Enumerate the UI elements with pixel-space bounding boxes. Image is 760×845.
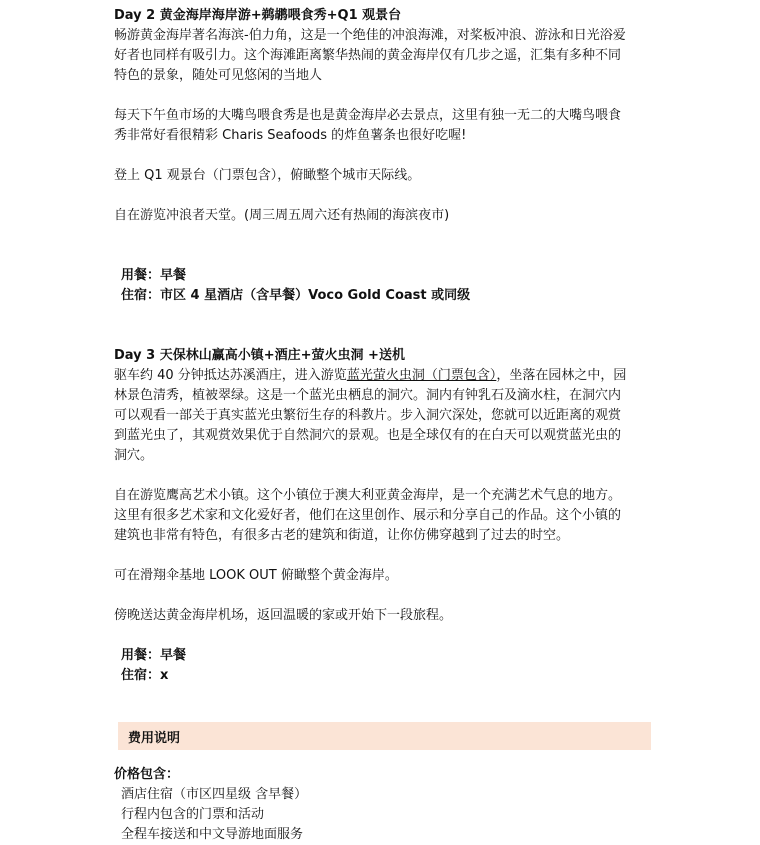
day3-title: Day 3 天保林山赢高小镇+酒庄+萤火虫洞 +送机 <box>114 348 405 363</box>
included-title: 价格包含： <box>114 767 180 782</box>
fees-included <box>114 765 654 845</box>
fee-section-header <box>118 722 651 750</box>
day3-para3: 可在滑翔伞基地 LOOK OUT 俯瞰整个黄金海岸。 <box>114 568 398 583</box>
day2-para2-line2: 秀非常好看很精彩 Charis Seafoods 的炸鱼薯条也很好吃喔! <box>114 128 467 143</box>
day3-para1-line4: 到蓝光虫了，其观赏效果优于自然洞穴的景观。也是全球仅有的在白天可以观赏蓝光虫的 <box>114 428 622 443</box>
day2-meal: 用餐：早餐 <box>121 268 187 283</box>
day2-para1-line3: 特色的景象，随处可见悠闲的当地人 <box>114 68 323 83</box>
day3-meal: 用餐：早餐 <box>121 648 187 663</box>
day2-title: Day 2 黄金海岸海岸游+鹈鹕喂食秀+Q1 观景台 <box>114 8 402 23</box>
included-item: 酒店住宿（市区四星级 含早餐） <box>121 787 308 802</box>
day3-para1-line3: 可以观看一部关于真实蓝光虫繁衍生存的科教片。步入洞穴深处，您就可以近距离的观赏 <box>114 408 622 423</box>
day3-hotel: 住宿：x <box>121 668 169 683</box>
day3-para1-line1 <box>114 366 644 386</box>
day3-para2-line3: 建筑也非常有特色，有很多古老的建筑和街道，让你仿佛穿越到了过去的时空。 <box>114 528 570 543</box>
included-item: 行程内包含的门票和活动 <box>121 807 265 822</box>
fee-section-title: 费用说明 <box>128 731 181 746</box>
day3-para4: 傍晚送达黄金海岸机场，返回温暖的家或开始下一段旅程。 <box>114 608 453 623</box>
day3-para1-line2: 林景色清秀，植被翠绿。这是一个蓝光虫栖息的洞穴。洞内有钟乳石及滴水柱，在洞穴内 <box>114 388 622 403</box>
day3-para1-post: ，坐落在园林之中，园 <box>496 368 627 383</box>
day3-para1-line5: 洞穴。 <box>114 448 154 463</box>
day3-para2-line2: 这里有很多艺术家和文化爱好者，他们在这里创作、展示和分享自己的作品。这个小镇的 <box>114 508 622 523</box>
day2-hotel: 住宿：市区 4 星酒店（含早餐）Voco Gold Coast 或同级 <box>121 288 471 303</box>
day2-para2-line1: 每天下午鱼市场的大嘴鸟喂食秀是也是黄金海岸必去景点，这里有独一无二的大嘴鸟喂食 <box>114 108 622 123</box>
glowworm-cave-link[interactable]: 蓝光萤火虫洞（门票包含） <box>346 368 497 383</box>
day2-para4: 自在游览冲浪者天堂。(周三周五周六还有热闹的海滨夜市) <box>114 208 450 223</box>
day3-para2-line1: 自在游览鹰高艺术小镇。这个小镇位于澳大利亚黄金海岸，是一个充满艺术气息的地方。 <box>114 488 622 503</box>
included-item: 全程车接送和中文导游地面服务 <box>121 827 304 842</box>
day2-para3: 登上 Q1 观景台（门票包含），俯瞰整个城市天际线。 <box>114 168 421 183</box>
day2-para1-line2: 好者也同样有吸引力。这个海滩距离繁华热闹的黄金海岸仅有几步之遥，汇集有多种不同 <box>114 48 622 63</box>
itinerary-body <box>114 6 644 686</box>
day3-para1-pre: 驱车约 40 分钟抵达苏溪酒庄，进入游览 <box>114 368 347 383</box>
day2-para1-line1: 畅游黄金海岸著名海滨-伯力角，这是一个绝佳的冲浪海滩，对桨板冲浪、游泳和日光浴爱 <box>114 28 626 43</box>
